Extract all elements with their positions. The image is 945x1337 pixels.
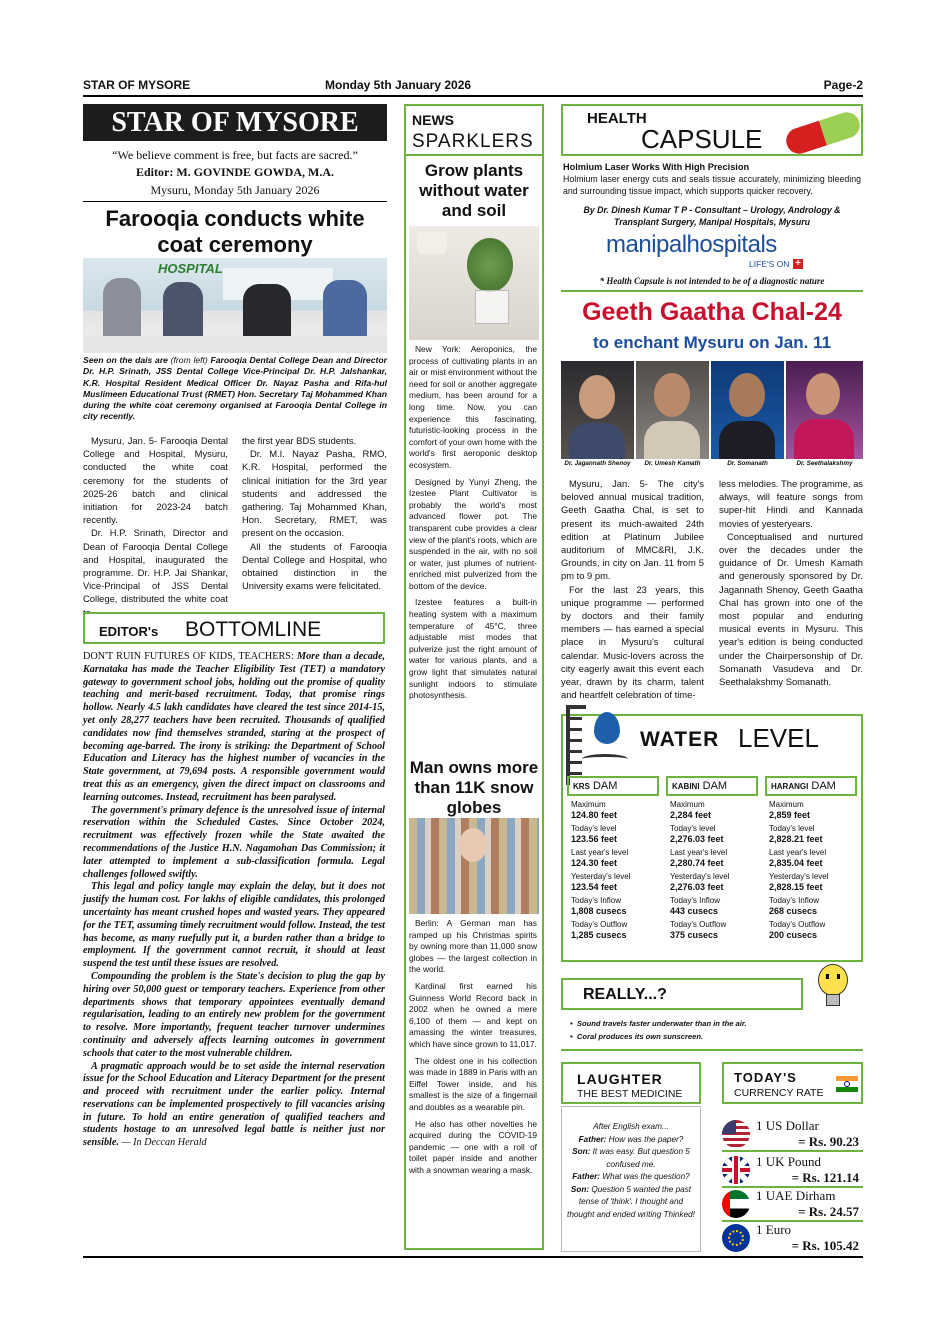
masthead-title-bar	[83, 104, 387, 141]
health-rule	[561, 290, 863, 292]
really-facts	[570, 1017, 860, 1043]
saree	[794, 419, 854, 459]
wl-value: 124.80 feet	[571, 810, 618, 820]
currency-value: = Rs. 24.57	[798, 1204, 859, 1219]
wl-value: 123.54 feet	[571, 882, 618, 892]
capsule-icon	[783, 109, 863, 157]
farooqia-col-1	[83, 434, 228, 619]
wl-label: Last year's level	[769, 848, 827, 857]
health-body: Holmium laser energy cuts and seals tissue accurately, minimizing bleeding and surrounding tissue impact, which supports quicker recovery.	[563, 174, 861, 196]
paragraph: New York: Aeroponics, the process of cultivating plants in an air or mist environment without the need for soil or another aggregate medium, has been around for a long time. Now, you can experience this fascinating, futuristic-looking process in the comfort of your own home with the world's first aeroponic desktop ecosystem.	[409, 344, 538, 470]
plant-photo	[409, 226, 539, 340]
dam-name-small: KRS	[573, 782, 590, 791]
currency-row-usd	[722, 1118, 863, 1152]
wl-label: Maximum	[670, 800, 705, 809]
photo-label: Dr. Somanath	[727, 460, 768, 467]
wl-value: 2,276.03 feet	[670, 834, 724, 844]
currency-name: 1 Euro	[756, 1222, 792, 1237]
really-rule	[561, 1049, 863, 1051]
manipal-logo-text: manipalhospitals	[606, 231, 777, 258]
bulb-glass	[818, 964, 848, 996]
really-label	[561, 978, 803, 1010]
manipal-logo	[561, 231, 863, 271]
wl-label: Last year's level	[670, 848, 728, 857]
currency-label	[722, 1062, 863, 1104]
plus-icon: +	[793, 259, 803, 269]
bulb-base	[826, 994, 840, 1006]
shirt	[719, 421, 775, 459]
gauge-ticks	[570, 717, 582, 781]
dam-values	[567, 796, 659, 941]
health-label	[561, 104, 863, 156]
dam-column-kabini	[666, 776, 758, 944]
currency-row-eur	[722, 1222, 863, 1256]
wl-value: 123.56 feet	[571, 834, 618, 844]
face	[654, 373, 690, 417]
currency-value: = Rs. 121.14	[791, 1170, 859, 1185]
dam-values	[765, 796, 857, 941]
joke-intro: After English exam...	[593, 1122, 669, 1131]
dam-column-harangi	[765, 776, 857, 944]
wl-value: 2,276.03 feet	[670, 882, 724, 892]
wl-label: Today's level	[571, 824, 617, 833]
editorial-label-small: EDITOR's	[99, 624, 159, 639]
dam-name: DAM	[702, 780, 728, 792]
face	[806, 373, 840, 415]
header-rule	[83, 95, 863, 97]
photo-kamath	[636, 361, 709, 459]
photo-shenoy	[561, 361, 634, 459]
fact-item: • Sound travels faster underwater than in the air.	[570, 1019, 747, 1028]
header-paper-name: STAR OF MYSORE	[83, 78, 191, 92]
farooqia-headline: Farooqia conducts white coat ceremony	[105, 206, 365, 257]
story2-body	[409, 918, 537, 1176]
laughter-label	[561, 1062, 701, 1104]
india-flag-icon	[836, 1076, 858, 1092]
currency-row-aed	[722, 1188, 863, 1222]
speech: Question 5 wanted the past tense of 'think'. I thought and thought and ended writing Thinked!	[567, 1184, 695, 1219]
page-header	[83, 78, 863, 94]
wl-label: Last year's level	[571, 848, 629, 857]
photo-label: Dr. Jagannath Shenoy	[564, 460, 631, 467]
laughter-sub: THE BEST MEDICINE	[577, 1088, 683, 1100]
wl-label: Yesterday's level	[571, 872, 631, 881]
wl-value: 443 cusecs	[670, 906, 719, 916]
face	[729, 373, 765, 417]
dam-name: DAM	[811, 780, 836, 792]
fact-text: Coral produces its own sunscreen.	[576, 1032, 704, 1041]
editorial-paragraph: The government's primary defence is the unresolved issue of internal reservation within the Scheduled Castes. Since October 2024, recruitment was effectively frozen while the State awaited the recommendations of the Justice H.N. Nagamohan Das Commission; it later attempted to implement a sub-classification formula. Legal challenges followed swiftly.	[83, 804, 385, 880]
paragraph: The oldest one in his collection was made in 1889 in Paris with an Eiffel Tower inside, and his smallest is the size of a fingernail and doubles as a wearable pin.	[409, 1055, 537, 1112]
dam-column-krs	[567, 776, 659, 944]
dam-values	[666, 796, 758, 941]
dam-header	[567, 776, 659, 796]
paragraph: less melodies. The programme, as always, will feature songs from super-hit Hindi and Kannada movies of yesteryears.	[719, 478, 863, 529]
water-title-bold: WATER	[640, 728, 720, 751]
face	[579, 375, 615, 419]
editorial-source: — In Deccan Herald	[121, 1137, 207, 1149]
caption-lead: Seen on the dais are	[83, 355, 168, 365]
speaker: Son:	[570, 1184, 590, 1194]
dam-name-small: HARANGI	[771, 782, 809, 791]
health-byline: By Dr. Dinesh Kumar T P - Consultant – Urology, Andrology & Transplant Surgery, Manipal Hospitals, Mysuru	[583, 205, 841, 227]
wl-label: Today's level	[769, 824, 815, 833]
manipal-tagline: LIFE'S ON	[749, 259, 790, 269]
geeth-col-1	[561, 477, 704, 701]
really-label-text: REALLY...?	[583, 986, 667, 1003]
editorial-text: A pragmatic approach would be to set aside the internal reservation issue for the School Education and Literacy Department for the present and proceed with recruitment under the earlier policy. Internal reservations can be implemented prospectively to fill vacancies arising in future. To hold an entire generation of qualified teachers and students hostage to an unresolved legal battle is neither just nor sensible.	[83, 1060, 385, 1149]
footer-rule	[83, 1256, 863, 1258]
health-label-big: CAPSULE	[641, 124, 763, 154]
speech: It was easy. But question 5 confused me.	[590, 1147, 690, 1169]
geeth-col-2	[719, 477, 863, 688]
bulb-icon	[812, 964, 852, 1012]
bulb-eyes	[826, 974, 840, 979]
wl-value: 2,828.21 feet	[769, 834, 823, 844]
photo-somanath	[711, 361, 784, 459]
laughter-joke	[565, 1121, 697, 1221]
speaker: Father:	[578, 1134, 607, 1144]
editorial-text: More than a decade, Karnataka has made the Teacher Eligibility Test (TET) a mandatory gateway to government school jobs, holding out the promise of quality teaching and merit-based recruitment. Today, that promise rings hollow. Nearly 4.5 lakh candidates have cleared the test since 2014-15, yet only 28,277 teachers have been recruited. Thousands of qualified candidates now find themselves stranded, staring at the prospect of becoming age-barred. The irony is striking: the Department of School Education and Literacy has the highest number of vacancies in the State government, at 79,694 posts. A responsible government would treat this as an emergency, given the direct impact on classrooms and learning outcomes. Instead, recruitment has been paralysed.	[83, 651, 386, 803]
joke-line	[565, 1184, 697, 1222]
farooqia-col-2	[242, 434, 387, 592]
wl-value: 2,835.04 feet	[769, 858, 823, 868]
snow-globes-photo	[409, 818, 539, 914]
masthead-dateline: Mysuru, Monday 5th January 2026	[150, 183, 320, 197]
paragraph: Berlin: A German man has ramped up his Christmas spirits by owning more than 11,000 snow globes — the largest collection in the world.	[409, 918, 537, 975]
geeth-headline: Geeth Gaatha Chal-24	[582, 298, 842, 326]
paragraph: For the last 23 years, this unique programme — performed by doctors and their family members — has earned a special place in Mysuru's cultural calendar. Music-lovers across the city eagerly await this event each year, drawn by its charm, talent and heartfelt celebration of time-	[561, 583, 704, 701]
paragraph: Dr. H.P. Srinath, Director and Dean of Farooqia Dental College and Hospital, inaugurated the programme. Dr. H.P. Jai Shankar, Vice-Principal of JSS Dental College, distributed the white coat	[83, 527, 228, 605]
currency-name: 1 UAE Dirham	[756, 1188, 836, 1203]
speech: What was the question?	[600, 1172, 690, 1181]
fact-text: Sound travels faster underwater than in the air.	[576, 1019, 747, 1028]
paragraph: All the students of Farooqia Dental College and Hospital, who obtained distinction in the University exams were felicitated.	[242, 540, 387, 592]
currency-row-gbp	[722, 1154, 863, 1188]
editorial-lead: DON'T RUIN FUTURES OF KIDS, TEACHERS:	[83, 651, 294, 662]
wl-value: 200 cusecs	[769, 930, 818, 940]
shirt	[569, 423, 625, 459]
currency-name: 1 US Dollar	[756, 1118, 819, 1133]
paragraph: Mysuru, Jan. 5- The city's beloved annual musical tradition, Geeth Gaatha Chal, is set to present its much-awaited 24th edition at Platinum Jubilee auditorium of MMC&RI, J.K. Grounds, in city on Jan. 11 from 5 pm to 9 pm.	[561, 478, 704, 582]
editorial-paragraph	[83, 1061, 385, 1151]
editorial-paragraph	[83, 651, 385, 805]
wl-label: Today's Inflow	[571, 896, 621, 905]
wl-value: 2,828.15 feet	[769, 882, 823, 892]
joke-line	[565, 1146, 697, 1171]
editorial-label-big: BOTTOMLINE	[185, 618, 322, 641]
wl-label: Maximum	[571, 800, 606, 809]
story2-headline: Man owns more than 11K snow globes	[409, 758, 539, 817]
geeth-photo-labels	[561, 460, 863, 470]
wl-label: Today's level	[670, 824, 716, 833]
water-title-light: LEVEL	[738, 723, 819, 753]
wl-value: 1,808 cusecs	[571, 906, 627, 916]
paragraph: Mysuru, Jan. 5- Farooqia Dental College and Hospital, Mysuru, conducted the white coat ceremony for the students of 2025-26 batch and clinical initiation for 2023-24 batch recently.	[83, 435, 228, 526]
wl-label: Yesterday's level	[670, 872, 730, 881]
story1-body	[409, 344, 537, 702]
man-face	[459, 828, 487, 862]
speaker: Son:	[572, 1147, 591, 1156]
water-waves-icon	[582, 754, 628, 764]
water-drop-icon	[594, 712, 620, 744]
speaker: Father:	[572, 1172, 601, 1181]
wl-value: 2,859 feet	[769, 810, 811, 820]
currency-label-text: TODAY'S	[734, 1070, 797, 1085]
caption-paren: (from left)	[167, 355, 211, 365]
us-flag-icon	[722, 1120, 750, 1148]
wl-value: 268 cusecs	[769, 906, 818, 916]
news-label-small: NEWS	[412, 112, 454, 128]
currency-value: = Rs. 90.23	[798, 1134, 859, 1149]
wl-label: Today's Outflow	[769, 920, 826, 929]
news-sparklers-label	[406, 106, 542, 156]
health-title: Holmium Laser Works With High Precision	[563, 162, 750, 172]
editorial-label	[83, 612, 385, 644]
fact-item: • Coral produces its own sunscreen.	[570, 1032, 704, 1041]
health-label-small: HEALTH	[587, 110, 647, 127]
photo-label: Dr. Umesh Kamath	[644, 460, 701, 467]
lamp	[417, 232, 447, 254]
speech: How was the paper?	[606, 1134, 684, 1144]
health-disclaimer: * Health Capsule is not intended to be of a diagnostic nature	[599, 276, 825, 286]
masthead-title: STAR OF MYSORE	[111, 107, 359, 138]
news-label-big: SPARKLERS	[412, 131, 534, 152]
wl-label: Today's Outflow	[670, 920, 727, 929]
joke-line	[565, 1134, 697, 1147]
laughter-label-text: LAUGHTER	[577, 1071, 663, 1087]
story1-headline: Grow plants without water and soil	[419, 161, 529, 220]
editorial-paragraph: This legal and policy tangle may explain the delay, but it does not justify the human cost. For lakhs of eligible candidates, this prolonged uncertainty has meant crushed hopes and wasted years. They appeared for the TET, assuming timely recruitment would follow. Instead, the test has become, as many ruefully put it, a burden rather than a bridge to employment. If the government cannot recruit, it should at least suspend the test until these issues are resolved.	[83, 881, 385, 970]
currency-sub: CURRENCY RATE	[734, 1087, 824, 1099]
paragraph: Dr. M.I. Nayaz Pasha, RMO, K.R. Hospital, performed the clinical initiation for the 3rd year students and addressed the gathering. Taj Mohammed Khan, Hon. Secretary, RMET, was present on the occasion.	[242, 448, 387, 539]
caption-body: Farooqia Dental College Dean and Director Dr. H.P. Srinath, JSS Dental College Vice-Principal Dr. H.P. Jalshankar, K.R. Hospital Resident Medical Officer Dr. Nayaz Pasha and Rifa-hul Muslimeen Educational Trust (RMET) Hon. Secretary Taj Mohammed Khan during the white coat ceremony organised at Farooqia Dental College in city recently.	[83, 355, 387, 422]
dam-header	[765, 776, 857, 796]
masthead-motto: “We believe comment is free, but facts are sacred.”	[112, 148, 358, 162]
shirt	[644, 421, 700, 459]
wl-value: 1,285 cusecs	[571, 930, 627, 940]
paragraph: Izestee features a built-in heating system with a maximum temperature of 45°C, three adjustable mist modes that pulverize just the right amount of water for various plants, and a grow light that simulates natural sunlight indoors to stimulate photosynthesis.	[409, 597, 537, 701]
paragraph: Conceptualised and nurtured over the decades under the guidance of Dr. Umesh Kamath and generously sponsored by Dr. Jagannath Shenoy, Geeth Gaatha Chal has grown into one of the most popular and enduring musical events in Mysuru. This year's edition is being conducted under the Chairpersonship of Dr. Somanath Vasudeva and Dr. Seethalakshmy Somanath.	[719, 530, 863, 688]
water-gauge-icon	[566, 705, 586, 785]
paragraph: the first year BDS students.	[242, 435, 357, 446]
photo-label: Dr. Seethalakshmy	[796, 460, 853, 467]
farooqia-photo	[83, 258, 387, 353]
paragraph: Designed by Yunyi Zheng, the Izestee Plant Cultivator is probably the world's most advanced flower pot. The transparent cube provides a clear view of the plant's roots, which are suspended in the air, with no soil or water, just plumes of nutrient-enriched mist pulverized from the bottom of the device.	[409, 476, 537, 591]
uae-flag-icon	[722, 1190, 750, 1218]
uk-flag-icon	[722, 1156, 750, 1184]
dam-header	[666, 776, 758, 796]
wl-label: Today's Inflow	[769, 896, 819, 905]
editorial-paragraph: Compounding the problem is the State's decision to plug the gap by hiring over 50,000 guest or temporary teachers. Experience from other departments shows that temporary appointees eventually demand regularisation, leading to an entirely new problem for the government to resolve. More importantly, frequent teacher turnover undermines continuity and adversely affects learning outcomes in government schools that cater to the most vulnerable children.	[83, 970, 385, 1059]
dam-name-small: KABINI	[672, 782, 700, 791]
plant-leaves	[467, 238, 513, 292]
header-date: Monday 5th January 2026	[325, 78, 472, 92]
wl-value: 124.30 feet	[571, 858, 618, 868]
dais-table	[83, 336, 387, 353]
paragraph: Kardinal first earned his Guinness World Record back in 2002 when he owned a mere 6,100 of them — and kept on amassing the winter treasures, which have since grown to 11,017.	[409, 980, 537, 1049]
header-page-number: Page-2	[823, 78, 863, 92]
wl-label: Today's Outflow	[571, 920, 628, 929]
photo-seethalakshmy	[786, 361, 863, 459]
plant-cube	[475, 290, 509, 324]
banner-text: HOSPITAL	[158, 261, 223, 276]
wl-value: 2,280.74 feet	[670, 858, 724, 868]
wl-value: 375 cusecs	[670, 930, 719, 940]
joke-line	[565, 1171, 697, 1184]
currency-name: 1 UK Pound	[756, 1154, 822, 1169]
currency-value: = Rs. 105.42	[791, 1238, 859, 1253]
paragraph: He also has other novelties he acquired during the COVID-19 pandemic — one with a roll of toilet paper inside and another with a snowman wearing a mask.	[409, 1118, 537, 1175]
wl-value: 2,284 feet	[670, 810, 712, 820]
wl-label: Yesterday's level	[769, 872, 829, 881]
farooqia-caption	[83, 355, 387, 423]
wl-label: Today's Inflow	[670, 896, 720, 905]
editorial-body	[83, 651, 385, 1150]
geeth-subheadline: to enchant Mysuru on Jan. 11	[592, 333, 832, 352]
masthead-rule	[83, 201, 387, 202]
dam-name: DAM	[592, 780, 618, 792]
wl-label: Maximum	[769, 800, 804, 809]
masthead-editor: Editor: M. GOVINDE GOWDA, M.A.	[136, 165, 334, 179]
eu-flag-icon	[722, 1224, 750, 1252]
